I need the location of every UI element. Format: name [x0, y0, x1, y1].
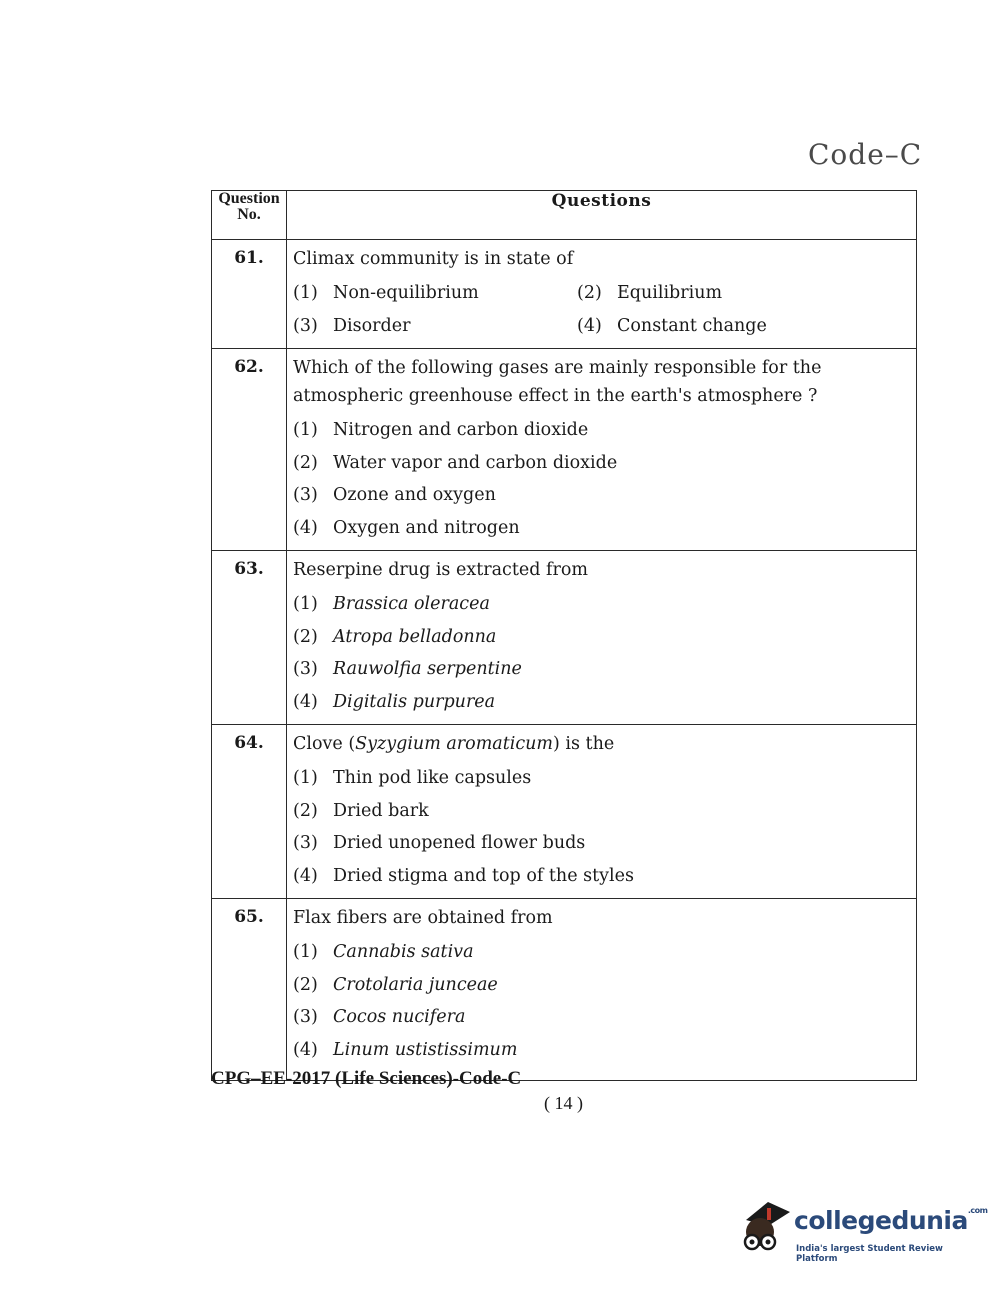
page-number: ( 14 ) — [544, 1093, 583, 1113]
table-header-row — [212, 191, 917, 240]
option: (1) Nitrogen and carbon dioxide — [293, 420, 589, 440]
question-number: 62. — [212, 349, 287, 551]
option-pair — [293, 277, 916, 310]
question-text: Flax fibers are obtained from — [293, 908, 553, 928]
option: (1) Cannabis sativa — [293, 942, 474, 962]
option: (1) Non-equilibrium — [293, 283, 479, 303]
option: (4) Linum ustistissimum — [293, 1039, 518, 1060]
question-body — [287, 725, 917, 899]
option: (3) Disorder — [293, 315, 411, 336]
option: (2) Water vapor and carbon dioxide — [293, 452, 618, 473]
option: (3) Ozone and oxygen — [293, 485, 496, 505]
option: (2) Atropa belladonna — [293, 626, 497, 647]
question-no-header: Question No. — [212, 191, 287, 240]
option: (1) Brassica oleracea — [293, 594, 490, 614]
option: (1) Thin pod like capsules — [293, 768, 532, 788]
question-body — [287, 551, 917, 725]
questions-table — [211, 190, 917, 1081]
question-text: Climax community is in state of — [293, 249, 574, 269]
option: (2) Dried bark — [293, 800, 429, 821]
question-body — [287, 349, 917, 551]
question-row — [212, 349, 917, 551]
option: (3) Cocos nucifera — [293, 1007, 466, 1027]
collegedunia-logo[interactable] — [738, 1198, 988, 1266]
option: (3) Rauwolfia serpentine — [293, 659, 522, 679]
option: (4) Dried stigma and top of the styles — [293, 865, 634, 886]
question-number: 64. — [212, 725, 287, 899]
paper-code: Code–C — [808, 138, 923, 171]
mascot-icon — [738, 1198, 794, 1258]
question-row — [212, 899, 917, 1081]
question-text: Which of the following gases are mainly responsible for the atmospheric greenhouse effect in the earth's atmosphere ? — [293, 358, 822, 406]
question-row — [212, 240, 917, 349]
option: (4) Digitalis purpurea — [293, 691, 496, 712]
question-row — [212, 551, 917, 725]
question-number: 65. — [212, 899, 287, 1081]
option-pair — [293, 310, 916, 343]
option: (2) Equilibrium — [577, 283, 723, 303]
logo-tagline: India's largest Student Review Platform — [796, 1244, 943, 1264]
questions-header: Questions — [287, 191, 917, 240]
question-body — [287, 899, 917, 1081]
question-row — [212, 725, 917, 899]
option: (4) Oxygen and nitrogen — [293, 517, 520, 538]
question-body — [287, 240, 917, 349]
footer-title: CPG–EE-2017 (Life Sciences)-Code-C — [211, 1068, 522, 1089]
question-text: Clove (Syzygium aromaticum) is the — [293, 734, 615, 754]
question-number: 61. — [212, 240, 287, 349]
logo-wordmark: collegedunia$^{.com}$ — [794, 1206, 988, 1235]
question-text: Reserpine drug is extracted from — [293, 560, 588, 580]
option: (4) Constant change — [577, 315, 767, 336]
option: (3) Dried unopened flower buds — [293, 833, 586, 853]
option: (2) Crotolaria junceae — [293, 974, 498, 995]
question-number: 63. — [212, 551, 287, 725]
